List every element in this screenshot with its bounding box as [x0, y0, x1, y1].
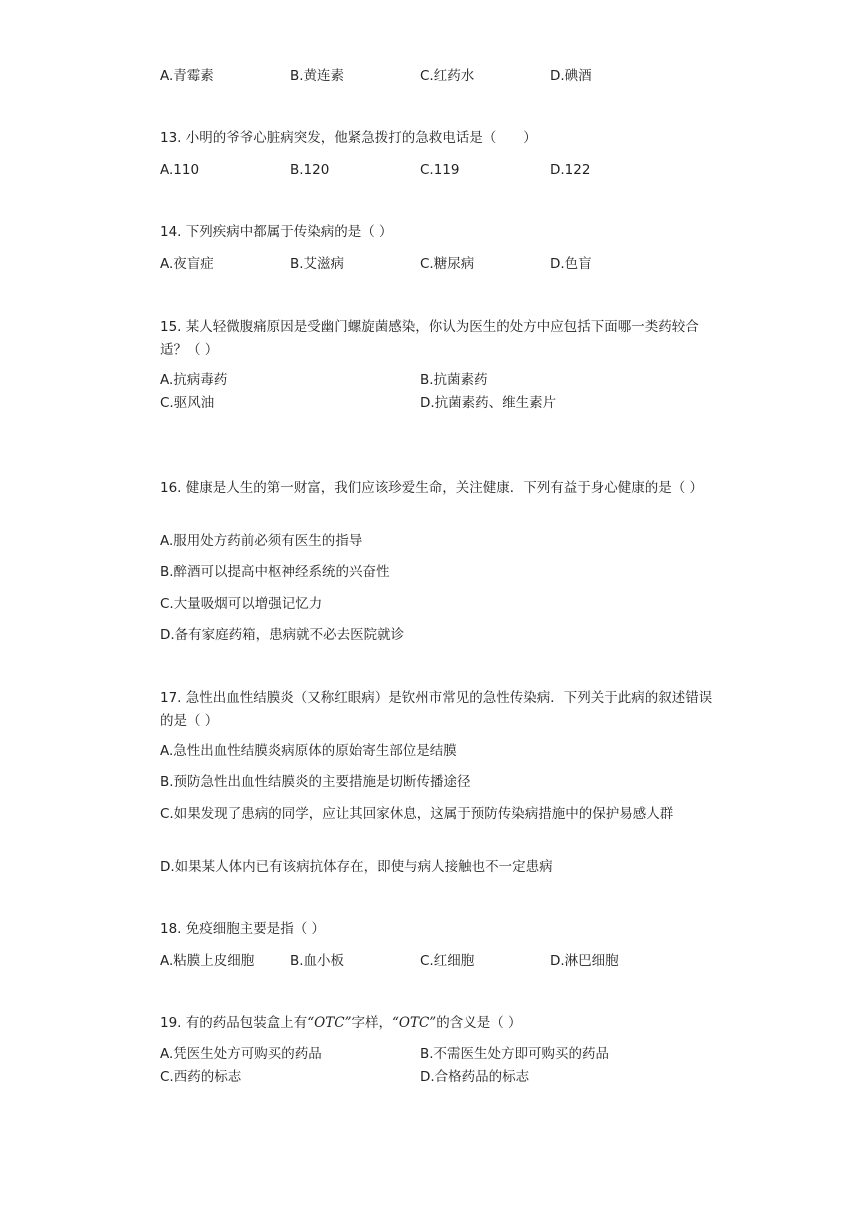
q15-option-c: C.驱风油 [160, 395, 215, 411]
q19-otc-term-2: “OTC” [391, 1015, 437, 1031]
q19-stem [160, 1013, 522, 1033]
q17-stem: 17. 急性出血性结膜炎（又称红眼病）是钦州市常见的急性传染病．下列关于此病的叙述错误的是（ ） [160, 690, 713, 729]
q18-option-c: C.红细胞 [420, 953, 475, 969]
q19-stem-mid: 字样， [351, 1015, 392, 1031]
q17-option-a: A.急性出血性结膜炎病原体的原始寄生部位是结膜 [160, 743, 457, 759]
q14-option-d: D.色盲 [550, 256, 592, 272]
q16-stem: 16. 健康是人生的第一财富，我们应该珍爱生命，关注健康．下列有益于身心健康的是（ ） [160, 480, 704, 496]
q14-stem: 14. 下列疾病中都属于传染病的是（ ） [160, 224, 393, 240]
q18-option-d: D.淋巴细胞 [550, 953, 619, 969]
q13-option-a: A.110 [160, 162, 200, 178]
q12-option-a: A.青霉素 [160, 68, 214, 84]
q19-stem-prefix: 19. 有的药品包装盒上有 [160, 1015, 308, 1031]
q19-option-d: D.合格药品的标志 [420, 1069, 530, 1085]
q16-option-c: C.大量吸烟可以增强记忆力 [160, 596, 323, 612]
q15-option-d: D.抗菌素药、维生素片 [420, 395, 557, 411]
q15-stem: 15. 某人轻微腹痛原因是受幽门螺旋菌感染，你认为医生的处方中应包括下面哪一类药较合适？（ ） [160, 319, 699, 358]
q19-option-c: C.西药的标志 [160, 1069, 242, 1085]
q16-option-d: D.备有家庭药箱，患病就不必去医院就诊 [160, 627, 405, 643]
q12-option-c: C.红药水 [420, 68, 475, 84]
q13-option-d: D.122 [550, 162, 591, 178]
q18-option-a: A.粘膜上皮细胞 [160, 953, 255, 969]
q12-option-d: D.碘酒 [550, 68, 592, 84]
q14-option-a: A.夜盲症 [160, 256, 214, 272]
q14-option-c: C.糖尿病 [420, 256, 475, 272]
q19-otc-term: “OTC” [307, 1015, 352, 1031]
q17-option-b: B.预防急性出血性结膜炎的主要措施是切断传播途径 [160, 774, 471, 790]
q14-option-b: B.艾滋病 [290, 256, 345, 272]
q19-stem-suffix: 的含义是（ ） [436, 1015, 522, 1031]
q13-option-c: C.119 [420, 162, 460, 178]
q15-option-a: A.抗病毒药 [160, 372, 228, 388]
q17-option-d: D.如果某人体内已有该病抗体存在，即使与病人接触也不一定患病 [160, 859, 553, 875]
q17-option-c: C.如果发现了患病的同学，应让其回家休息，这属于预防传染病措施中的保护易感人群 [160, 806, 674, 822]
q19-option-a: A.凭医生处方可购买的药品 [160, 1046, 322, 1062]
q18-option-b: B.血小板 [290, 953, 345, 969]
q13-option-b: B.120 [290, 162, 330, 178]
q13-stem: 13. 小明的爷爷心脏病突发，他紧急拨打的急救电话是（ ） [160, 130, 537, 146]
q18-stem: 18. 免疫细胞主要是指（ ） [160, 921, 326, 937]
q16-option-a: A.服用处方药前必须有医生的指导 [160, 533, 363, 549]
q19-option-b: B.不需医生处方即可购买的药品 [420, 1046, 610, 1062]
q12-option-b: B.黄连素 [290, 68, 345, 84]
q15-option-b: B.抗菌素药 [420, 372, 488, 388]
q16-option-b: B.醉酒可以提高中枢神经系统的兴奋性 [160, 564, 390, 580]
